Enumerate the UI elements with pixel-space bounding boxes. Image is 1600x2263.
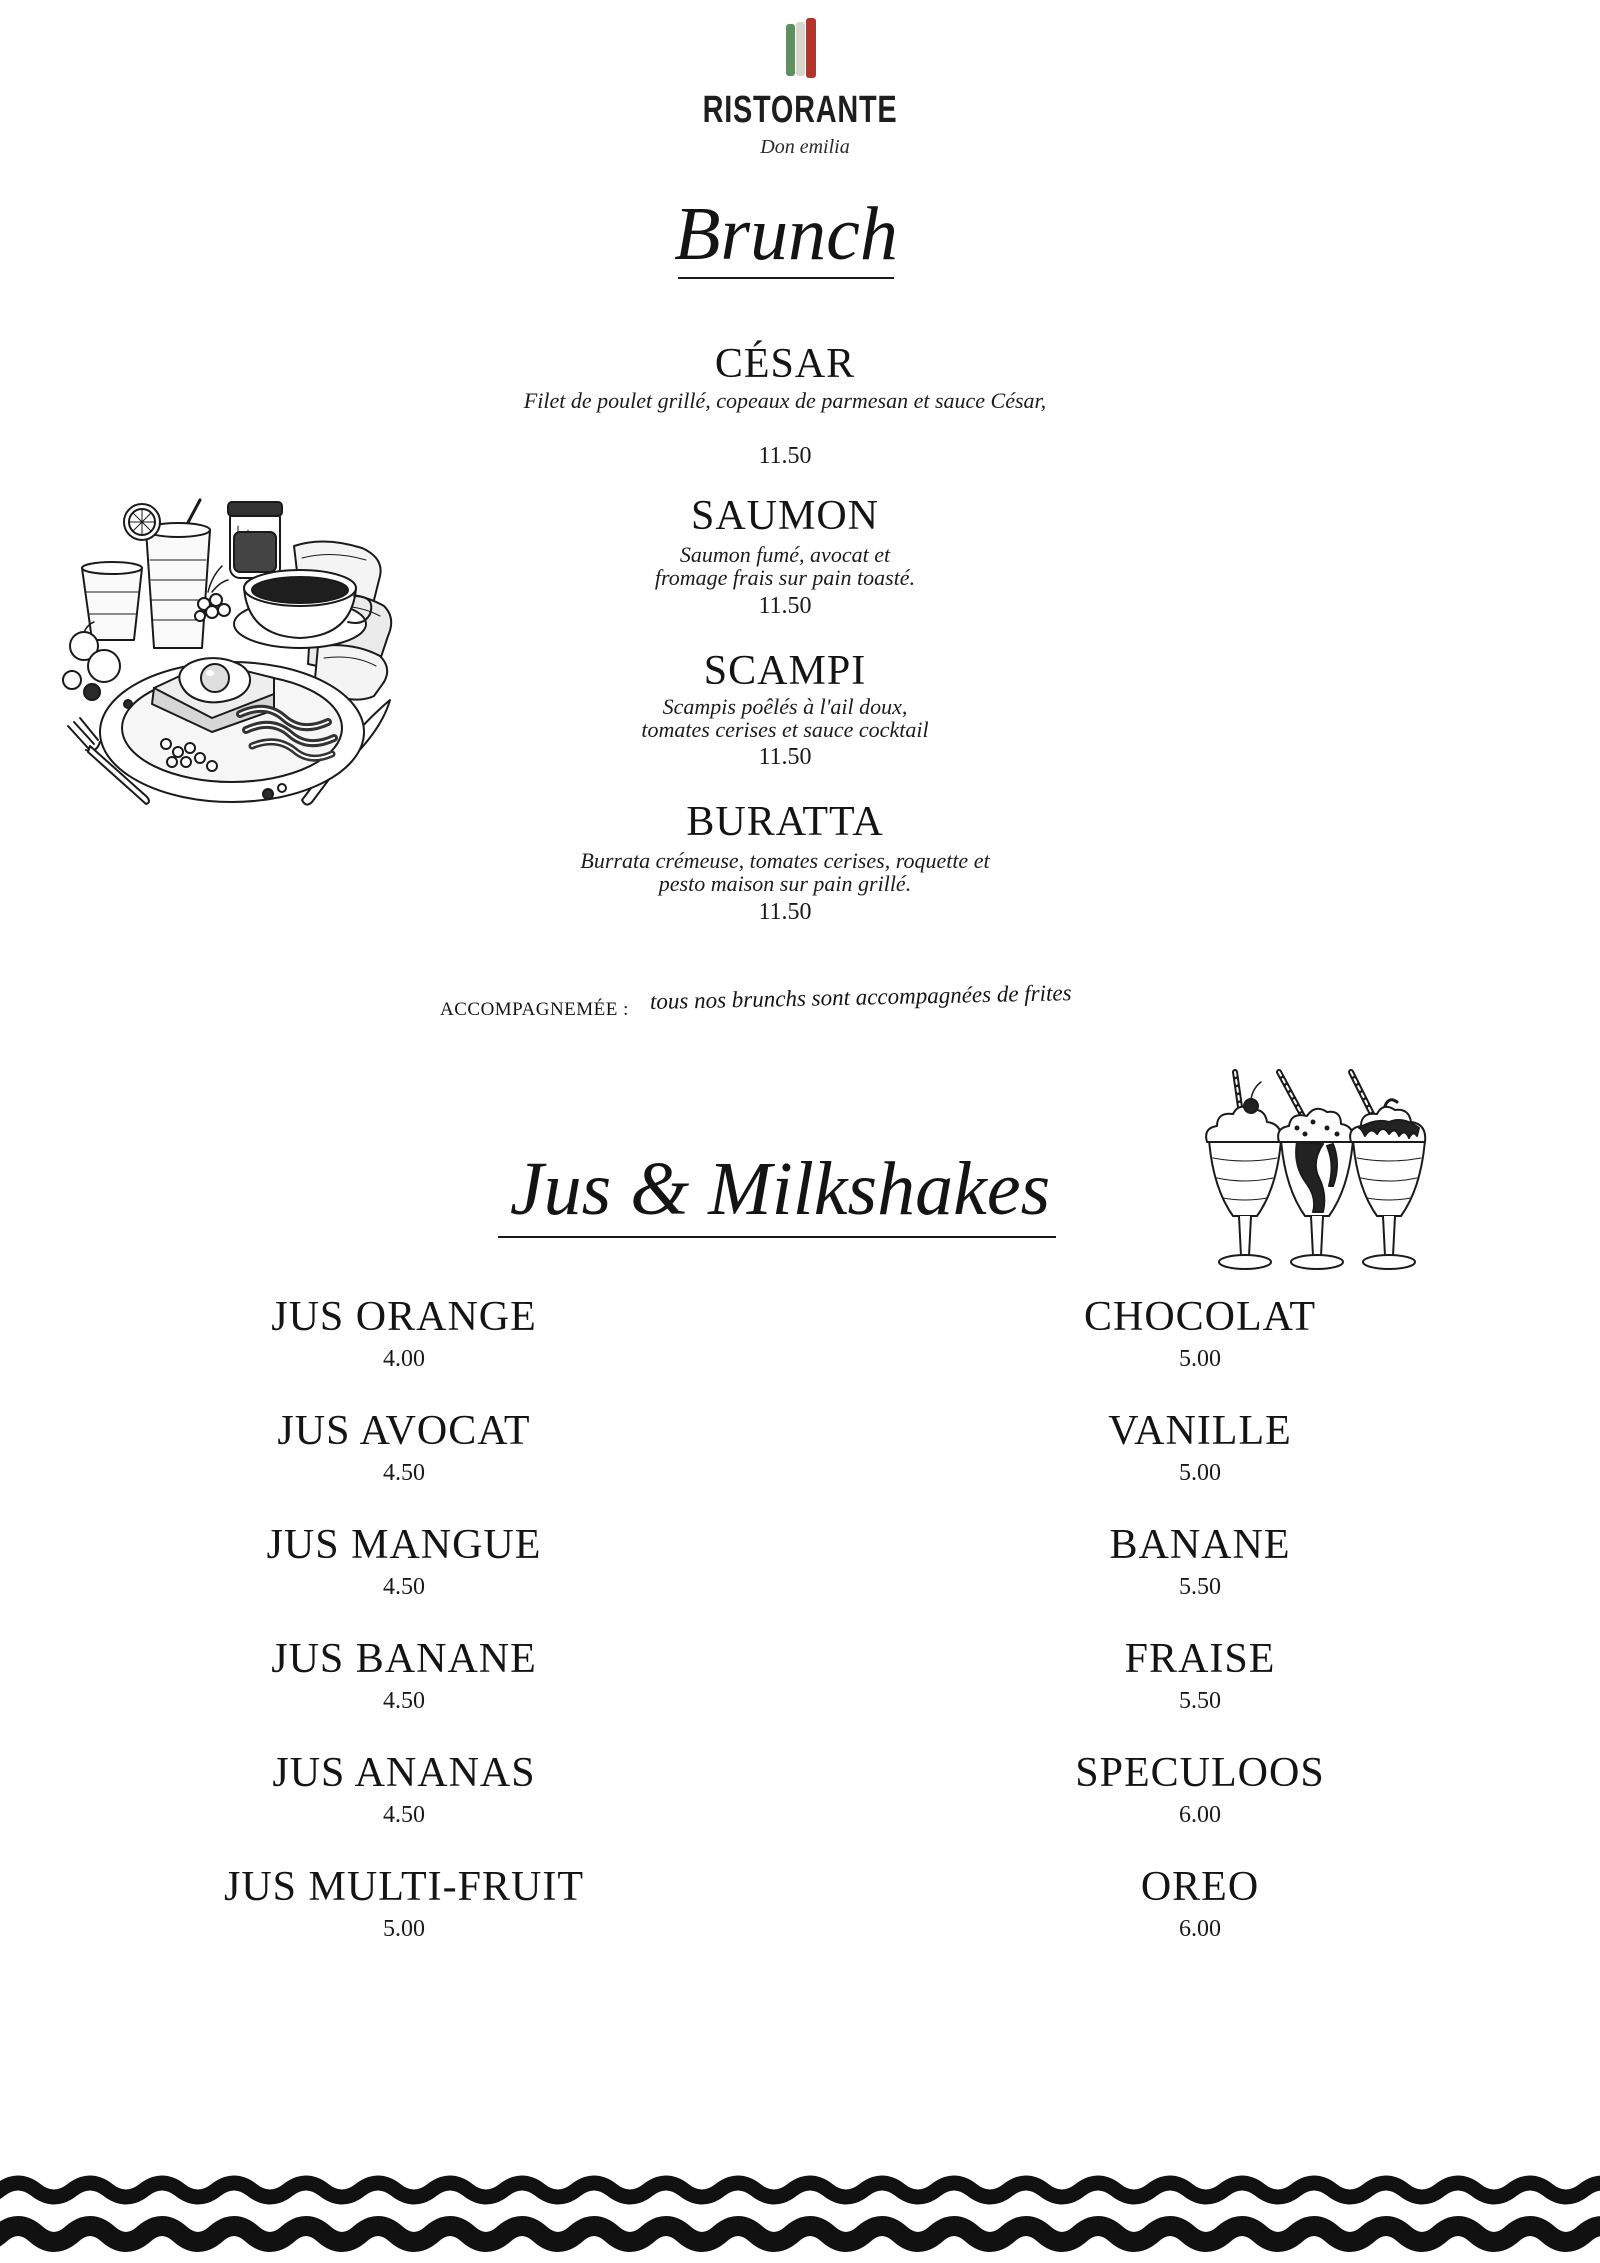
list-item	[1125, 1633, 1276, 1747]
drinks-title: Jus & Milkshakes	[509, 1147, 1051, 1231]
jam-jar	[228, 502, 282, 578]
item-name: SPECULOOS	[1075, 1750, 1325, 1796]
item-name: BURATTA	[686, 799, 884, 845]
item-price: 5.00	[1178, 1346, 1221, 1372]
item-name: OREO	[1140, 1864, 1260, 1910]
item-price: 4.50	[383, 1688, 425, 1714]
item-price: 11.50	[758, 899, 812, 925]
item-name: JUS BANANE	[271, 1636, 537, 1682]
item-name: JUS AVOCAT	[277, 1408, 531, 1454]
brunch-item-buratta	[480, 798, 1090, 926]
item-price: 11.50	[758, 443, 812, 469]
item-name: JUS MULTI-FRUIT	[224, 1864, 584, 1910]
item-price: 5.50	[1179, 1574, 1221, 1600]
milkshake-glass-chocolate	[1278, 1072, 1353, 1269]
item-price: 11.50	[758, 744, 812, 770]
item-description: tomates cerises et sauce cocktail	[641, 717, 929, 742]
item-name: CHOCOLAT	[1083, 1294, 1316, 1340]
italian-flag-icon	[784, 18, 818, 82]
list-item	[271, 1291, 537, 1405]
brunch-illustration	[62, 496, 398, 810]
list-item	[1075, 1747, 1324, 1861]
item-description: Saumon fumé, avocat et	[679, 542, 891, 567]
orange-slice-icon	[124, 504, 160, 540]
juices-list	[204, 1291, 604, 1975]
brunch-item-saumon	[480, 492, 1090, 620]
item-description: Scampis poêlés à l'ail doux,	[662, 694, 908, 719]
item-name: BANANE	[1109, 1522, 1291, 1568]
logo-tagline-wrap	[700, 135, 910, 159]
item-price: 5.00	[382, 1916, 425, 1942]
item-price: 4.50	[382, 1460, 425, 1486]
wave-border	[0, 2160, 1600, 2263]
flag-stripe-green	[786, 24, 795, 76]
item-price: 4.00	[383, 1346, 425, 1372]
coffee-cup	[234, 570, 371, 648]
list-item	[1110, 1519, 1291, 1633]
list-item	[277, 1405, 530, 1519]
flag-stripe-white	[796, 22, 805, 76]
milkshakes-list	[1000, 1291, 1400, 1975]
list-item	[1084, 1291, 1316, 1405]
item-price: 6.00	[1179, 1916, 1221, 1942]
item-name: FRAISE	[1124, 1636, 1276, 1682]
brunch-title: Brunch	[674, 192, 898, 276]
restaurant-name: RISTORANTE	[702, 89, 898, 131]
logo	[650, 90, 950, 130]
restaurant-tagline: Don emilia	[760, 136, 850, 158]
item-price: 4.50	[382, 1802, 425, 1828]
item-name: JUS MANGUE	[266, 1522, 542, 1568]
list-item	[224, 1861, 584, 1975]
item-name: CÉSAR	[714, 341, 856, 387]
brunch-item-cesar	[480, 340, 1090, 470]
milkshake-glass-drizzle	[1350, 1072, 1425, 1269]
list-item	[272, 1747, 535, 1861]
item-price: 4.50	[382, 1574, 425, 1600]
item-price: 11.50	[758, 593, 812, 619]
item-name: SCAMPI	[703, 648, 867, 694]
brunch-title-underline	[678, 277, 894, 279]
item-name: SAUMON	[690, 493, 880, 539]
wave-pattern	[0, 2160, 1600, 2263]
item-price: 5.00	[1179, 1460, 1221, 1486]
item-name: JUS ANANAS	[272, 1750, 536, 1796]
brunch-item-scampi	[480, 647, 1090, 771]
side-note-text: tous nos brunchs sont accompagnées de frites	[649, 980, 1072, 1014]
item-description: Burrata crémeuse, tomates cerises, roquette et	[580, 848, 990, 873]
list-item	[1108, 1405, 1292, 1519]
item-price: 6.00	[1179, 1802, 1221, 1828]
item-name: VANILLE	[1108, 1408, 1292, 1454]
item-price: 5.50	[1178, 1688, 1221, 1714]
side-note-label: ACCOMPAGNEMÉE :	[440, 999, 629, 1020]
list-item	[271, 1633, 537, 1747]
drinks-title-underline	[498, 1236, 1056, 1238]
item-description: pesto maison sur pain grillé.	[658, 871, 912, 896]
list-item	[1141, 1861, 1259, 1975]
item-description: fromage frais sur pain toasté.	[654, 565, 916, 590]
small-juice-glass	[82, 562, 142, 640]
item-name: JUS ORANGE	[271, 1294, 537, 1340]
item-description: Filet de poulet grillé, copeaux de parmesan et sauce César,	[523, 388, 1047, 413]
milkshakes-illustration	[1195, 1066, 1445, 1278]
flag-stripe-red	[806, 18, 816, 78]
list-item	[267, 1519, 542, 1633]
milkshake-glass-cherry	[1206, 1072, 1281, 1269]
